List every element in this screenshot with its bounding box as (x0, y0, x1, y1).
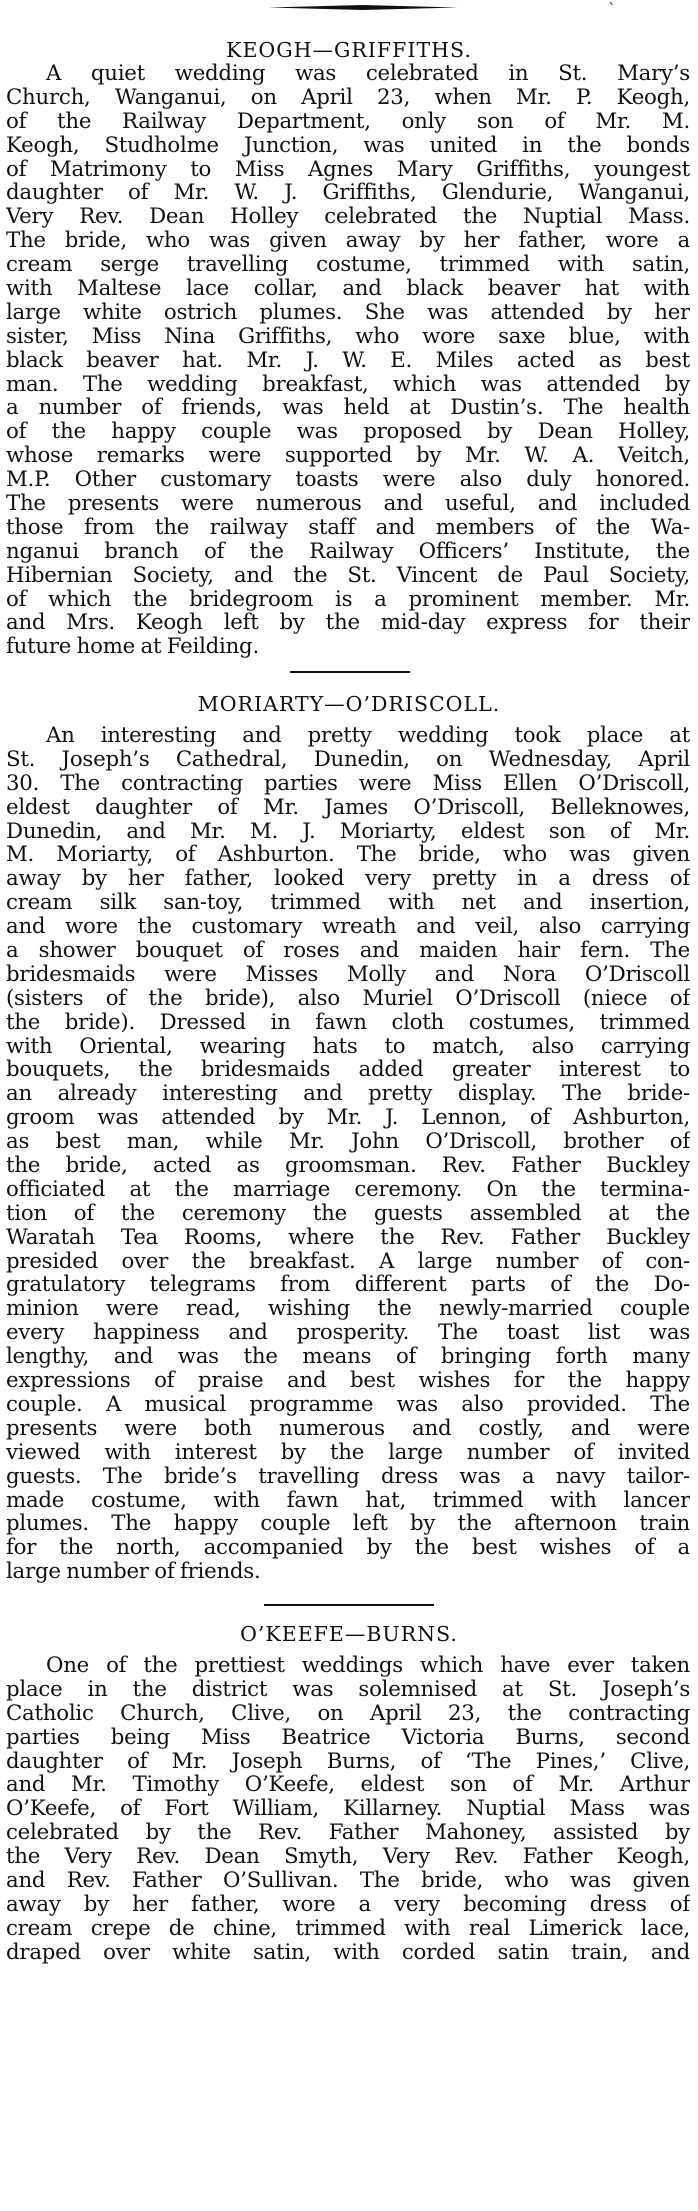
text-line: Waratah Tea Rooms, where the Rev. Father Buckley (6, 1225, 690, 1250)
text-line: made costume, with fawn hat, trimmed with lancer (6, 1488, 690, 1513)
text-line: The presents were numerous and useful, and included (6, 492, 690, 516)
article-body-keogh-griffiths (6, 62, 690, 659)
text-line: of Matrimony to Miss Agnes Mary Griffiths, youngest (6, 157, 690, 182)
text-line: away by her father, wore a very becoming dress of (6, 1892, 690, 1917)
text-line: an already interesting and pretty display. The bride- (6, 1082, 690, 1107)
text-line: viewed with interest by the large number of invited (6, 1440, 690, 1465)
text-line: and Mr. Timothy O’Keefe, eldest son of Mr. Arthur (6, 1773, 690, 1798)
text-line: the bride, acted as groomsman. Rev. Father Buckley (6, 1154, 690, 1178)
text-line: a number of friends, was held at Dustin’s. The health (6, 396, 690, 421)
text-line: the Very Rev. Dean Smyth, Very Rev. Father Keogh, (6, 1845, 690, 1870)
text-line: and wore the customary wreath and veil, also carrying (6, 915, 690, 940)
text-line: One of the prettiest weddings which have ever taken (46, 1654, 690, 1678)
top-divider-rule (268, 5, 458, 10)
article-title-okeefe-burns: O’KEEFE—BURNS. (240, 1622, 458, 1646)
text-line: cream silk san-toy, trimmed with net and insertion, (6, 891, 690, 916)
section-divider-rule (290, 671, 410, 673)
text-line: every happiness and prosperity. The toast list was (6, 1321, 690, 1346)
text-line: of the happy couple was proposed by Dean Holley, (6, 420, 690, 445)
text-line: guests. The bride’s travelling dress was a navy tailor- (6, 1464, 690, 1489)
text-line: and Rev. Father O’Sullivan. The bride, who was given (6, 1869, 690, 1893)
article-title-moriarty-odriscoll: MORIARTY—O’DRISCOLL. (197, 692, 501, 716)
text-line: large number of friends. (6, 1560, 261, 1585)
text-line: for the north, accompanied by the best wishes of a (6, 1536, 690, 1561)
text-line: future home at Feilding. (6, 635, 259, 660)
text-line: couple. A musical programme was also provided. The (6, 1392, 690, 1417)
article-body-moriarty-odriscoll (6, 724, 690, 1584)
text-line: An interesting and pretty wedding took place at (46, 724, 690, 748)
text-line: officiated at the marriage ceremony. On the termina- (6, 1177, 690, 1202)
text-line: groom was attended by Mr. J. Lennon, of Ashburton, (6, 1106, 690, 1131)
text-line: Catholic Church, Clive, on April 23, the contracting (6, 1701, 690, 1726)
text-line: daughter of Mr. Joseph Burns, of ‘The Pines,’ Clive, (6, 1749, 690, 1774)
text-line: presents were both numerous and costly, and were (6, 1416, 690, 1441)
section-divider-rule (264, 1604, 434, 1606)
text-line: O’Keefe, of Fort William, Killarney. Nuptial Mass was (6, 1797, 690, 1822)
text-line: cream serge travelling costume, trimmed with satin, (6, 253, 690, 278)
text-line: the bride). Dressed in fawn cloth costumes, trimmed (6, 1010, 690, 1035)
text-line: away by her father, looked very pretty in a dress of (6, 867, 690, 892)
text-line: daughter of Mr. W. J. Griffiths, Glendurie, Wanganui, (6, 181, 690, 206)
text-line: lengthy, and was the means of bringing forth many (6, 1345, 690, 1370)
article-body-okeefe-burns (6, 1654, 690, 1965)
text-line: with Oriental, wearing hats to match, also carrying (6, 1034, 690, 1059)
text-line: The bride, who was given away by her father, wore a (6, 229, 690, 254)
text-line: Church, Wanganui, on April 23, when Mr. P. Keogh, (6, 85, 690, 110)
text-line: 30. The contracting parties were Miss Ellen O’Driscoll, (6, 771, 690, 796)
text-line: as best man, while Mr. John O’Driscoll, brother of (6, 1130, 690, 1155)
text-line: black beaver hat. Mr. J. W. E. Miles acted as best (6, 348, 690, 373)
text-line: those from the railway staff and members of the Wa- (6, 515, 690, 540)
text-line: celebrated by the Rev. Father Mahoney, assisted by (6, 1821, 690, 1846)
text-line: place in the district was solemnised at St. Joseph’s (6, 1677, 690, 1702)
text-line: A quiet wedding was celebrated in St. Mary’s (46, 62, 690, 86)
article-title-keogh-griffiths: KEOGH—GRIFFITHS. (226, 38, 472, 62)
text-line: M. Moriarty, of Ashburton. The bride, who was given (6, 843, 690, 868)
text-line: parties being Miss Beatrice Victoria Burns, second (6, 1725, 690, 1750)
text-line: with Maltese lace collar, and black beaver hat with (6, 277, 690, 301)
text-line: gratulatory telegrams from different parts of the Do- (6, 1273, 690, 1298)
text-line: St. Joseph’s Cathedral, Dunedin, on Wednesday, April (6, 747, 690, 772)
text-line: Keogh, Studholme Junction, was united in the bonds (6, 133, 690, 158)
text-line: sister, Miss Nina Griffiths, who wore saxe blue, with (6, 324, 690, 349)
text-line: M.P. Other customary toasts were also duly honored. (6, 468, 690, 493)
text-line: cream crepe de chine, trimmed with real Limerick lace, (6, 1916, 690, 1941)
text-line: large white ostrich plumes. She was attended by her (6, 300, 690, 325)
text-line: eldest daughter of Mr. James O’Driscoll, Belleknowes, (6, 795, 690, 820)
text-line: bridesmaids were Misses Molly and Nora O’Driscoll (6, 962, 690, 987)
text-line: plumes. The happy couple left by the afternoon train (6, 1512, 690, 1537)
stray-print-mark: ˋ (608, 0, 616, 19)
text-line: tion of the ceremony the guests assembled at the (6, 1201, 690, 1226)
text-line: a shower bouquet of roses and maiden hair fern. The (6, 939, 690, 963)
text-line: presided over the breakfast. A large number of con- (6, 1249, 690, 1274)
text-line: expressions of praise and best wishes for the happy (6, 1369, 690, 1393)
text-line: of the Railway Department, only son of Mr. M. (6, 109, 690, 134)
text-line: minion were read, wishing the newly-married couple (6, 1297, 690, 1322)
text-line: and Mrs. Keogh left by the mid-day express for their (6, 611, 690, 636)
text-line: whose remarks were supported by Mr. W. A. Veitch, (6, 444, 690, 469)
text-line: nganui branch of the Railway Officers’ Institute, the (6, 539, 690, 564)
text-line: man. The wedding breakfast, which was attended by (6, 372, 690, 397)
text-line: bouquets, the bridesmaids added greater interest to (6, 1058, 690, 1083)
text-line: of which the bridegroom is a prominent member. Mr. (6, 587, 690, 612)
text-line: draped over white satin, with corded satin train, and (6, 1940, 690, 1965)
text-line: (sisters of the bride), also Muriel O’Driscoll (niece of (6, 986, 690, 1011)
text-line: Very Rev. Dean Holley celebrated the Nuptial Mass. (6, 205, 690, 230)
text-line: Dunedin, and Mr. M. J. Moriarty, eldest son of Mr. (6, 819, 690, 844)
text-line: Hibernian Society, and the St. Vincent de Paul Society, (6, 563, 690, 588)
